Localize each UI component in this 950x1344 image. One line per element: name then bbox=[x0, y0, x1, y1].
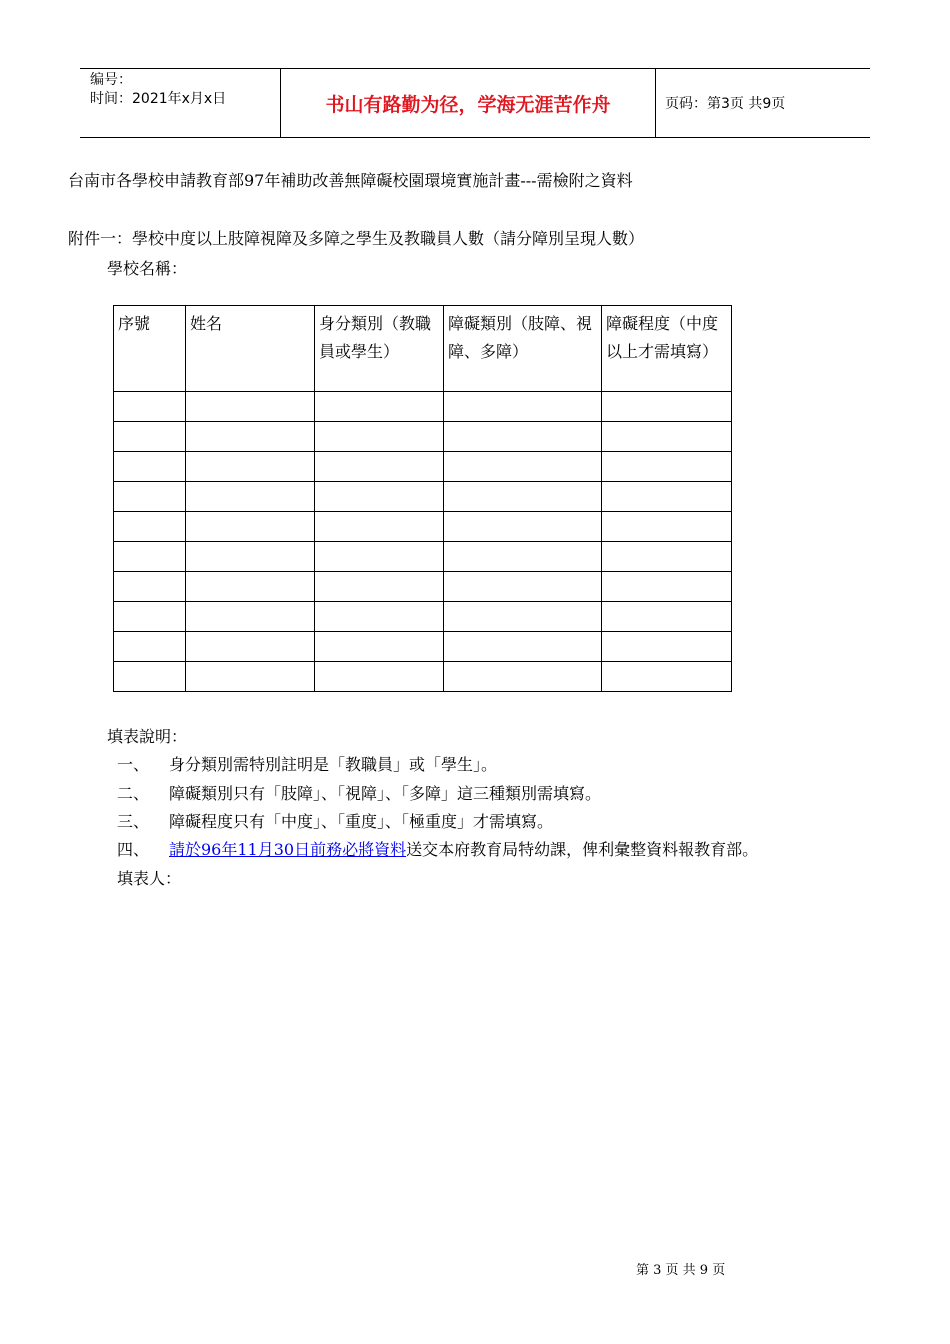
table-cell[interactable] bbox=[315, 422, 444, 452]
table-cell[interactable] bbox=[114, 632, 186, 662]
table-row bbox=[114, 452, 732, 482]
header-meta bbox=[80, 69, 280, 137]
table-cell[interactable] bbox=[114, 602, 186, 632]
table-cell[interactable] bbox=[602, 482, 732, 512]
table-row bbox=[114, 512, 732, 542]
table-cell[interactable] bbox=[114, 512, 186, 542]
col-header-disability-type: 障礙類別（肢障、視障、多障） bbox=[444, 306, 602, 392]
document-title: 台南市各學校申請教育部97年補助改善無障礙校園環境實施計畫---需檢附之資料 bbox=[68, 171, 633, 190]
table-cell[interactable] bbox=[315, 392, 444, 422]
table-row bbox=[114, 662, 732, 692]
table-cell[interactable] bbox=[602, 662, 732, 692]
instruction-number: 二、 bbox=[117, 784, 150, 803]
table-cell[interactable] bbox=[444, 512, 602, 542]
table-row bbox=[114, 422, 732, 452]
table-cell[interactable] bbox=[114, 482, 186, 512]
table-cell[interactable] bbox=[114, 572, 186, 602]
school-name-label: 學校名稱： bbox=[107, 259, 188, 278]
table-cell[interactable] bbox=[444, 632, 602, 662]
instruction-text: 身分類別需特別註明是「教職員」或「學生」。 bbox=[169, 755, 498, 774]
header-page-info: 页码：第3页 共9页 bbox=[665, 96, 786, 112]
table-row bbox=[114, 602, 732, 632]
table-cell[interactable] bbox=[444, 422, 602, 452]
table-cell[interactable] bbox=[186, 422, 315, 452]
disability-form-table bbox=[113, 305, 732, 692]
instruction-item bbox=[117, 809, 553, 832]
table-cell[interactable] bbox=[444, 602, 602, 632]
table-cell[interactable] bbox=[315, 662, 444, 692]
table-cell[interactable] bbox=[186, 392, 315, 422]
table-cell[interactable] bbox=[602, 572, 732, 602]
instruction-text: 障礙程度只有「中度」、「重度」、「極重度」才需填寫。 bbox=[169, 812, 554, 831]
table-cell[interactable] bbox=[602, 632, 732, 662]
table-cell[interactable] bbox=[114, 422, 186, 452]
instruction-item bbox=[117, 837, 758, 860]
instruction-number: 一、 bbox=[117, 755, 150, 774]
table-cell[interactable] bbox=[186, 602, 315, 632]
instruction-item bbox=[117, 752, 497, 775]
table-row bbox=[114, 572, 732, 602]
table-cell[interactable] bbox=[186, 452, 315, 482]
table-cell[interactable] bbox=[186, 632, 315, 662]
col-header-disability-level: 障礙程度（中度以上才需填寫） bbox=[602, 306, 732, 392]
table-cell[interactable] bbox=[444, 662, 602, 692]
table-cell[interactable] bbox=[444, 572, 602, 602]
attachment-heading: 附件一：學校中度以上肢障視障及多障之學生及教職員人數（請分障別呈現人數） bbox=[68, 229, 645, 248]
table-cell[interactable] bbox=[186, 482, 315, 512]
table-row bbox=[114, 392, 732, 422]
instruction-text: 障礙類別只有「肢障」、「視障」、「多障」這三種類別需填寫。 bbox=[169, 784, 602, 803]
table-cell[interactable] bbox=[602, 602, 732, 632]
table-cell[interactable] bbox=[315, 572, 444, 602]
table-cell[interactable] bbox=[186, 512, 315, 542]
code-label: 编号： bbox=[90, 72, 132, 88]
col-header-name: 姓名 bbox=[186, 306, 315, 392]
table-cell[interactable] bbox=[186, 542, 315, 572]
table-cell[interactable] bbox=[186, 662, 315, 692]
instructions-heading: 填表說明： bbox=[107, 727, 188, 746]
table-cell[interactable] bbox=[602, 542, 732, 572]
table-cell[interactable] bbox=[602, 512, 732, 542]
table-cell[interactable] bbox=[602, 422, 732, 452]
table-cell[interactable] bbox=[114, 662, 186, 692]
deadline-link[interactable]: 請於96年11月30日前務必將資料 bbox=[169, 840, 407, 859]
instruction-text: 送交本府教育局特幼課，俾利彙整資料報教育部。 bbox=[406, 840, 759, 859]
table-cell[interactable] bbox=[602, 452, 732, 482]
table-cell[interactable] bbox=[315, 542, 444, 572]
page-header bbox=[80, 68, 870, 138]
instruction-number: 四、 bbox=[117, 840, 150, 859]
instruction-item bbox=[117, 781, 601, 804]
table-cell[interactable] bbox=[315, 452, 444, 482]
table-cell[interactable] bbox=[444, 542, 602, 572]
table-cell[interactable] bbox=[315, 632, 444, 662]
table-row bbox=[114, 482, 732, 512]
table-cell[interactable] bbox=[444, 452, 602, 482]
table-cell[interactable] bbox=[444, 392, 602, 422]
table-cell[interactable] bbox=[315, 512, 444, 542]
table-cell[interactable] bbox=[315, 482, 444, 512]
instruction-number: 三、 bbox=[117, 812, 150, 831]
col-header-identity: 身分類別（教職員或學生） bbox=[315, 306, 444, 392]
table-header-row bbox=[114, 306, 732, 392]
table-row bbox=[114, 542, 732, 572]
filler-label: 填表人： bbox=[117, 869, 182, 888]
table-cell[interactable] bbox=[186, 572, 315, 602]
col-header-number: 序號 bbox=[114, 306, 186, 392]
table-cell[interactable] bbox=[114, 542, 186, 572]
page-footer: 第 3 页 共 9 页 bbox=[636, 1263, 726, 1278]
table-cell[interactable] bbox=[315, 602, 444, 632]
table-cell[interactable] bbox=[114, 392, 186, 422]
table-cell[interactable] bbox=[444, 482, 602, 512]
table-cell[interactable] bbox=[602, 392, 732, 422]
date-label: 时间：2021年x月x日 bbox=[90, 91, 227, 107]
header-motto: 书山有路勤为径，学海无涯苦作舟 bbox=[280, 69, 656, 137]
table-row bbox=[114, 632, 732, 662]
table-cell[interactable] bbox=[114, 452, 186, 482]
